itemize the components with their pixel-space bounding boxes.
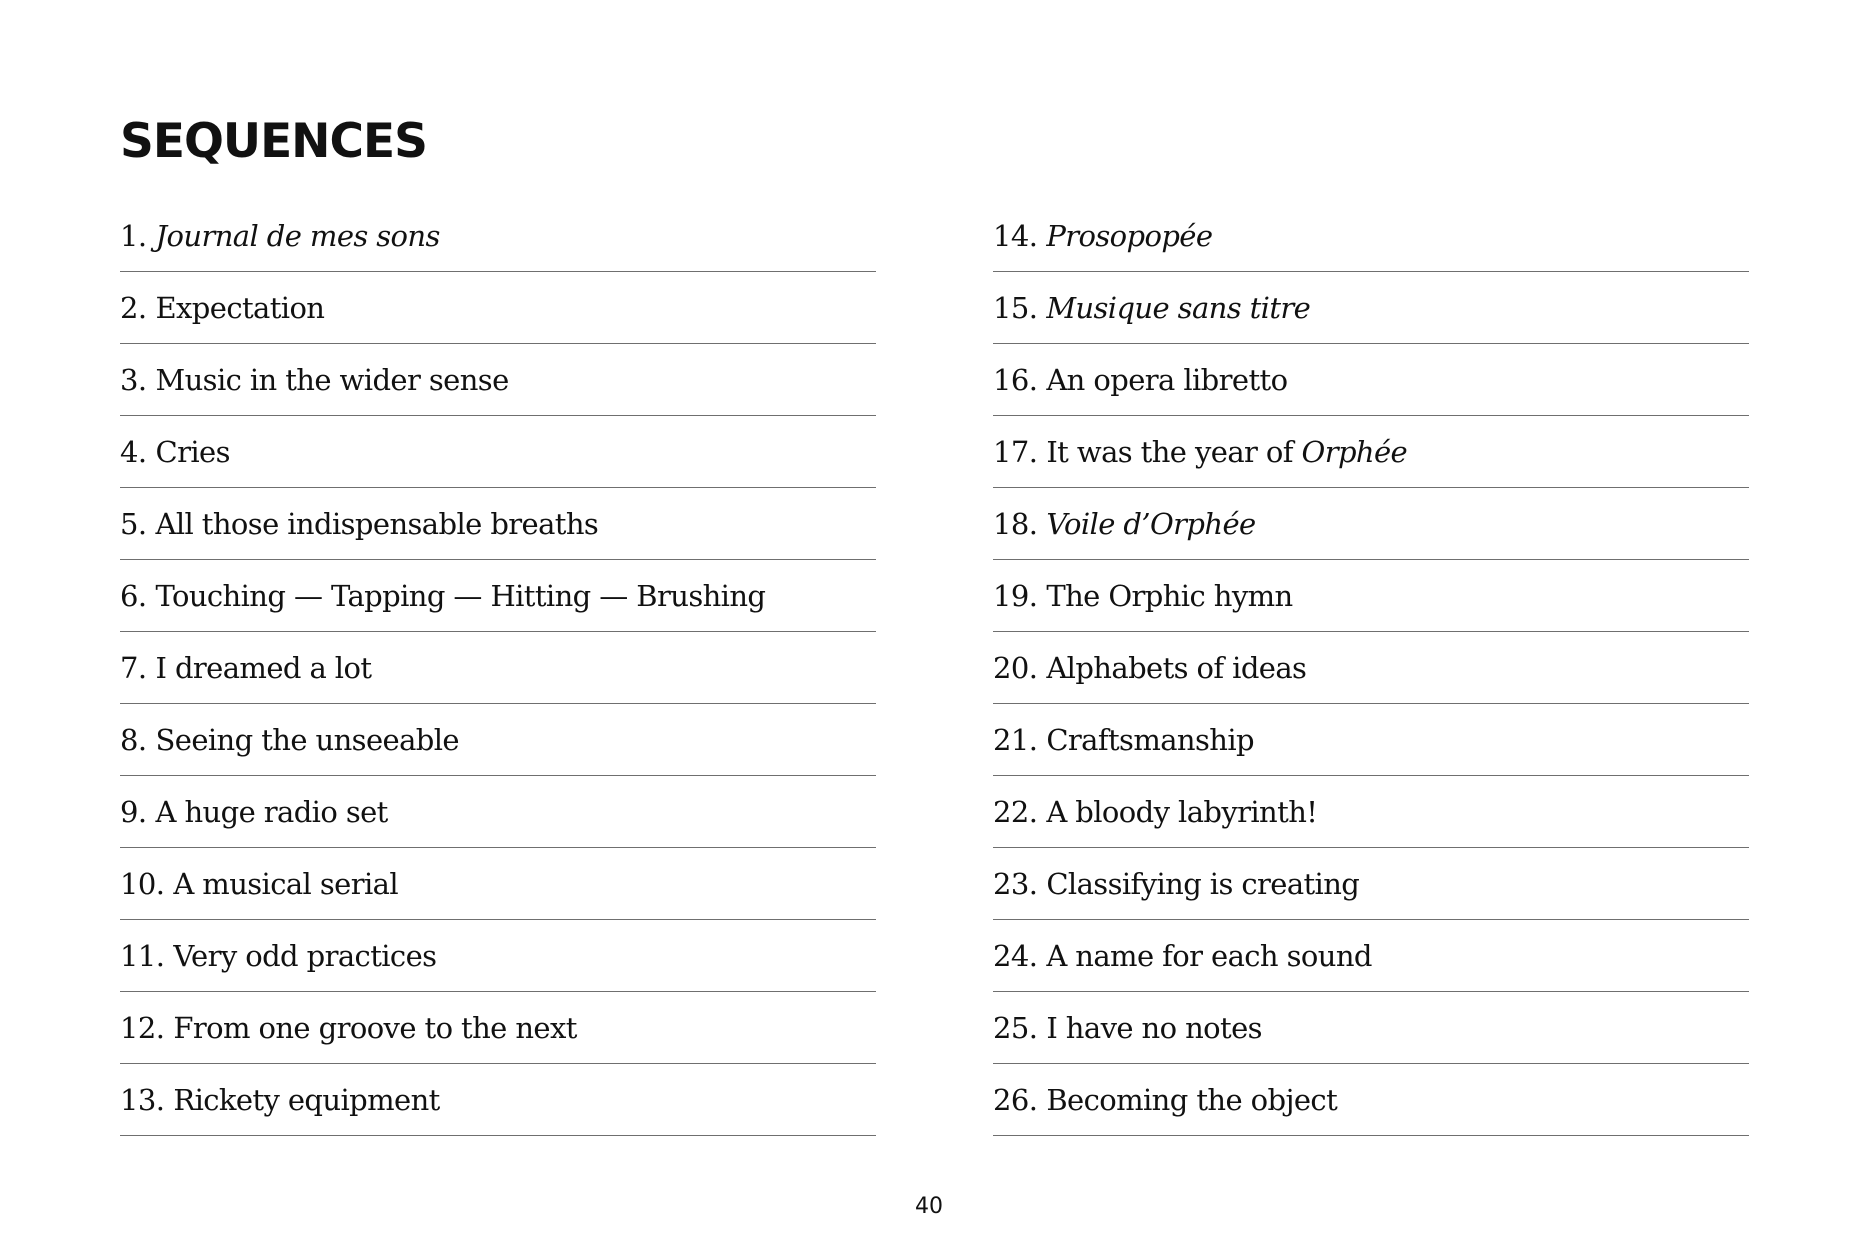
sequence-number: 24. <box>993 938 1038 973</box>
sequence-item-9 <box>120 776 876 848</box>
sequence-number: 6. <box>120 578 147 613</box>
sequence-title: Expectation <box>155 290 325 325</box>
sequence-title: A name for each sound <box>1046 938 1372 973</box>
sequence-item-3 <box>120 344 876 416</box>
page-number: 40 <box>915 1194 943 1219</box>
sequence-number: 16. <box>993 362 1038 397</box>
sequence-number: 25. <box>993 1010 1038 1045</box>
sequence-item-25 <box>993 992 1749 1064</box>
sequence-item-11 <box>120 920 876 992</box>
sequence-title: A musical serial <box>173 866 398 901</box>
sequence-item-1 <box>120 200 876 272</box>
sequence-item-20 <box>993 632 1749 704</box>
sequence-number: 13. <box>120 1082 165 1117</box>
sequence-number: 15. <box>993 290 1038 325</box>
sequence-item-6 <box>120 560 876 632</box>
sequence-list-right <box>993 200 1749 1136</box>
sequence-number: 18. <box>993 506 1038 541</box>
sequence-title: Very odd practices <box>173 938 437 973</box>
sequence-item-10 <box>120 848 876 920</box>
sequence-item-21 <box>993 704 1749 776</box>
sequence-item-19 <box>993 560 1749 632</box>
sequence-title: All those indispensable breaths <box>155 506 599 541</box>
sequence-number: 4. <box>120 434 147 469</box>
sequence-title: Alphabets of ideas <box>1046 650 1307 685</box>
sequence-title: From one groove to the next <box>173 1010 577 1045</box>
sequence-number: 12. <box>120 1010 165 1045</box>
sequence-number: 22. <box>993 794 1038 829</box>
sequence-number: 20. <box>993 650 1038 685</box>
sequence-title: The Orphic hymn <box>1046 578 1293 613</box>
sequence-title: I have no notes <box>1046 1010 1262 1045</box>
sequence-title: I dreamed a lot <box>155 650 372 685</box>
sequence-number: 5. <box>120 506 147 541</box>
sequence-title: Touching — Tapping — Hitting — Brushing <box>155 578 766 613</box>
sequence-number: 14. <box>993 218 1038 253</box>
sequence-item-16 <box>993 344 1749 416</box>
sequence-item-15 <box>993 272 1749 344</box>
sequence-item-14 <box>993 200 1749 272</box>
sequence-number: 10. <box>120 866 165 901</box>
sequence-item-17 <box>993 416 1749 488</box>
sequence-number: 9. <box>120 794 147 829</box>
sequence-item-26 <box>993 1064 1749 1136</box>
sequence-number: 3. <box>120 362 147 397</box>
sequence-title: Musique sans titre <box>1046 290 1311 325</box>
sequence-title: Craftsmanship <box>1046 722 1255 757</box>
sequence-item-7 <box>120 632 876 704</box>
sequence-title: Rickety equipment <box>173 1082 440 1117</box>
sequence-number: 26. <box>993 1082 1038 1117</box>
sequence-title: Prosopopée <box>1046 218 1213 253</box>
sequence-title: Classifying is creating <box>1046 866 1360 901</box>
sequence-item-23 <box>993 848 1749 920</box>
sequence-title-italic: Orphée <box>1301 434 1408 469</box>
sequence-list-left <box>120 200 876 1136</box>
sequence-number: 8. <box>120 722 147 757</box>
page-title: SEQUENCES <box>120 114 427 169</box>
sequence-number: 11. <box>120 938 165 973</box>
sequence-item-18 <box>993 488 1749 560</box>
sequence-title: It was the year of <box>1046 434 1293 469</box>
sequence-item-8 <box>120 704 876 776</box>
sequence-title: Becoming the object <box>1046 1082 1338 1117</box>
sequence-item-22 <box>993 776 1749 848</box>
sequence-number: 7. <box>120 650 147 685</box>
sequence-item-13 <box>120 1064 876 1136</box>
sequence-number: 2. <box>120 290 147 325</box>
sequence-number: 19. <box>993 578 1038 613</box>
sequence-item-24 <box>993 920 1749 992</box>
sequence-number: 17. <box>993 434 1038 469</box>
sequence-title: Voile d’Orphée <box>1046 506 1256 541</box>
sequence-title: Music in the wider sense <box>155 362 509 397</box>
sequence-title: A bloody labyrinth! <box>1046 794 1318 829</box>
sequence-item-5 <box>120 488 876 560</box>
sequence-item-4 <box>120 416 876 488</box>
sequence-title: Journal de mes sons <box>155 218 440 253</box>
sequence-number: 21. <box>993 722 1038 757</box>
sequence-title: Cries <box>155 434 230 469</box>
sequence-item-2 <box>120 272 876 344</box>
sequence-number: 1. <box>120 218 147 253</box>
sequence-title: Seeing the unseeable <box>155 722 459 757</box>
sequence-number: 23. <box>993 866 1038 901</box>
sequence-item-12 <box>120 992 876 1064</box>
sequence-title: An opera libretto <box>1046 362 1288 397</box>
sequence-title: A huge radio set <box>155 794 388 829</box>
